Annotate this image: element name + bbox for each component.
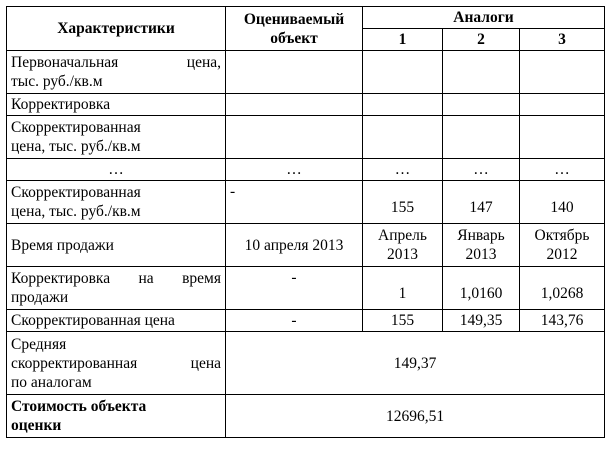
analog-2-month: Январь [457, 227, 505, 244]
analog-1-cell: 1 [363, 267, 443, 310]
table-row [7, 181, 605, 224]
analog-1-cell [363, 224, 443, 267]
analog-3-cell [520, 116, 605, 159]
object-cell [226, 116, 363, 159]
header-row-1 [7, 7, 605, 29]
analog-1-cell: 155 [363, 181, 443, 224]
row-label-line2: продажи [11, 289, 69, 306]
header-evaluated-object-line1: Оцениваемый [243, 10, 345, 28]
analog-2-cell: 147 [443, 181, 520, 224]
analog-2-cell: 149,35 [443, 310, 520, 332]
analog-1-year: 2013 [387, 246, 418, 263]
row-label: … [7, 159, 226, 181]
total-label [7, 395, 226, 438]
row-label-line2: цена, тыс. руб./кв.м [11, 203, 141, 220]
header-evaluated-object-line2: объект [270, 29, 318, 47]
header-analogs: Аналоги [363, 7, 605, 29]
row-label-line2: цена, тыс. руб./кв.м [11, 138, 141, 155]
row-label [7, 116, 226, 159]
table-row [7, 159, 605, 181]
row-label: Корректировка [7, 94, 226, 116]
analog-3-cell: 143,76 [520, 310, 605, 332]
analog-1-cell: 155 [363, 310, 443, 332]
analog-2-cell [443, 94, 520, 116]
analog-1-cell: … [363, 159, 443, 181]
analog-2-cell [443, 224, 520, 267]
analog-1-cell [363, 51, 443, 94]
average-label [7, 332, 226, 395]
analog-2-cell [443, 116, 520, 159]
row-label-line1: Корректировка на время [11, 270, 221, 287]
valuation-comparison-table [6, 6, 605, 438]
analog-3-cell [520, 94, 605, 116]
average-label-line1: Средняя [11, 335, 67, 353]
object-cell: - [226, 267, 363, 310]
table-row-total [7, 395, 605, 438]
header-analog-2: 2 [443, 29, 520, 51]
analog-3-cell: 1,0268 [520, 267, 605, 310]
row-label [7, 267, 226, 310]
row-label-line1: Скорректированная [11, 184, 141, 201]
table-row [7, 116, 605, 159]
table-row-average [7, 332, 605, 395]
analog-2-year: 2013 [465, 246, 497, 263]
analog-3-year: 2012 [546, 246, 578, 263]
row-label: Скорректированная цена [7, 310, 226, 332]
object-cell: - [226, 310, 363, 332]
analog-3-month: Октябрь [534, 227, 590, 244]
analog-2-cell: … [443, 159, 520, 181]
total-value: 12696,51 [226, 395, 605, 438]
analog-3-cell: 140 [520, 181, 605, 224]
total-label-line1: Стоимость объекта [11, 398, 147, 415]
table-row [7, 310, 605, 332]
analog-2-cell: 1,0160 [443, 267, 520, 310]
table-row [7, 267, 605, 310]
header-analog-3: 3 [520, 29, 605, 51]
analog-3-cell: … [520, 159, 605, 181]
analog-3-cell [520, 224, 605, 267]
row-label: Время продажи [7, 224, 226, 267]
average-label-line3: по аналогам [11, 373, 92, 391]
object-cell: … [226, 159, 363, 181]
row-label-line2: тыс. руб./кв.м [11, 73, 103, 90]
header-analog-1: 1 [363, 29, 443, 51]
table-row [7, 94, 605, 116]
header-evaluated-object [226, 7, 363, 51]
analog-3-cell [520, 51, 605, 94]
object-cell [226, 51, 363, 94]
row-label [7, 181, 226, 224]
table-row [7, 51, 605, 94]
analog-1-cell [363, 116, 443, 159]
header-characteristics: Характеристики [7, 7, 226, 51]
average-label-line2: скорректированная цена [11, 354, 221, 372]
object-cell: 10 апреля 2013 [226, 224, 363, 267]
analog-2-cell [443, 51, 520, 94]
analog-1-cell [363, 94, 443, 116]
table-row [7, 224, 605, 267]
analog-1-month: Апрель [378, 227, 427, 244]
total-label-line2: оценки [11, 417, 62, 434]
row-label-line1: Скорректированная [11, 119, 141, 136]
row-label-line1: Первоначальная цена, [11, 54, 221, 71]
object-cell: - [226, 181, 363, 224]
row-label [7, 51, 226, 94]
object-cell [226, 94, 363, 116]
average-value: 149,37 [226, 332, 605, 395]
